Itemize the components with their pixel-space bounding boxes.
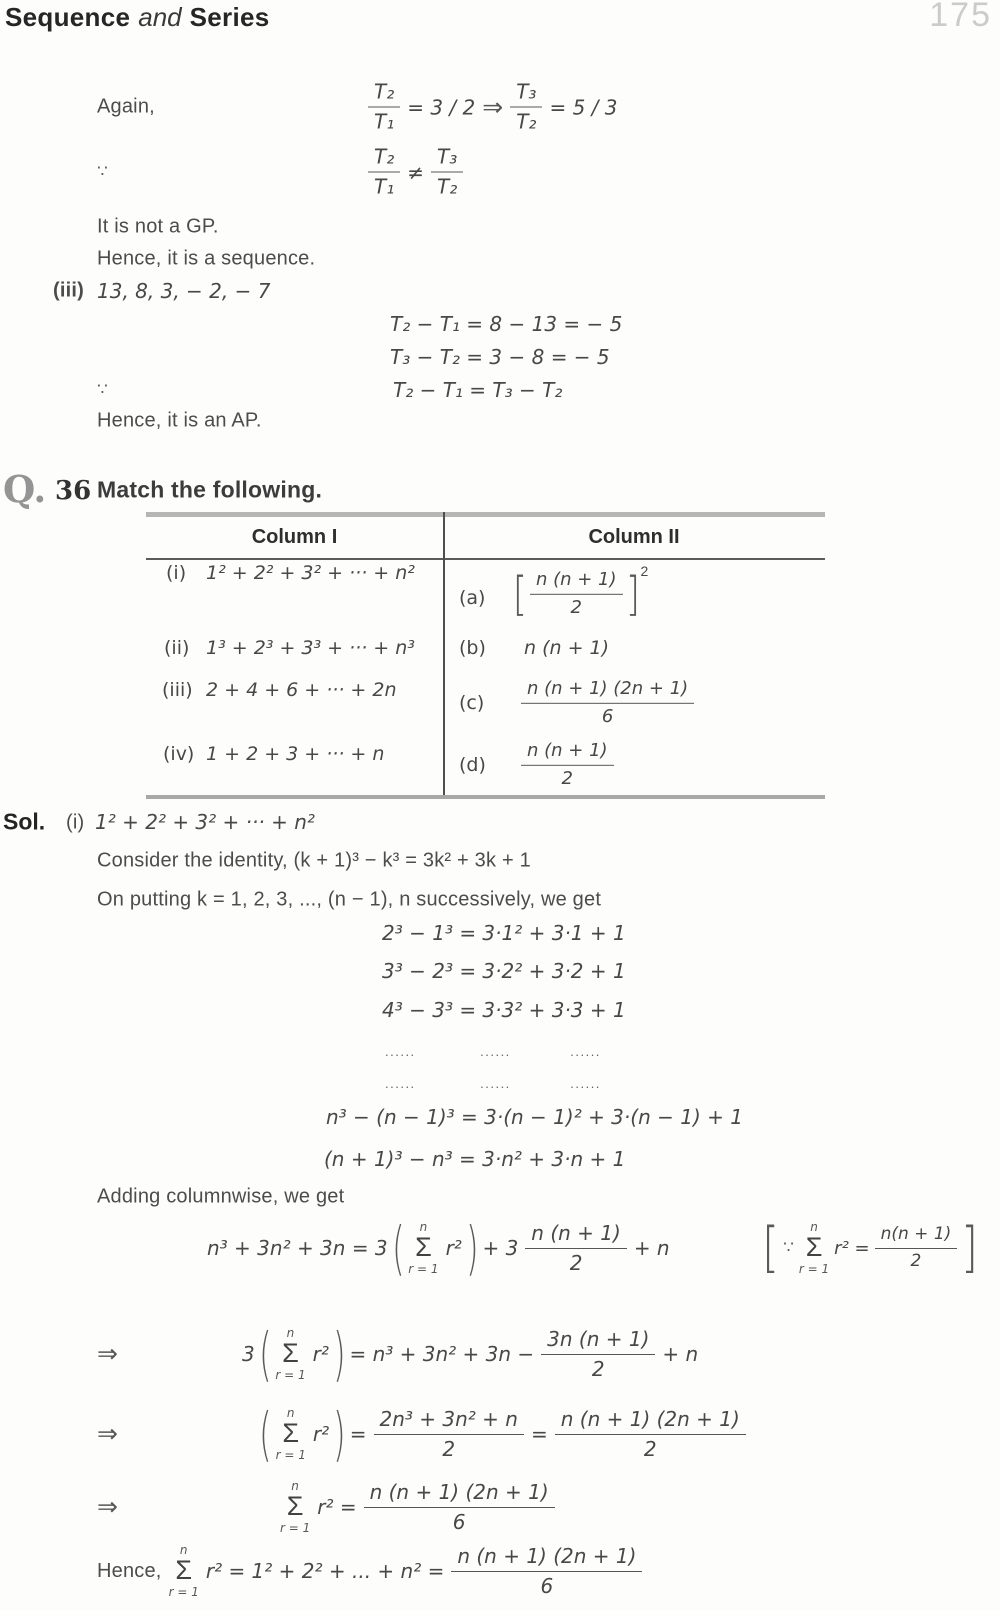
chapter-title — [5, 2, 270, 33]
solution-part-series: 1² + 2² + 3² + ··· + n² — [95, 810, 315, 834]
fraction-denominator: 2 — [643, 1436, 657, 1461]
summation — [169, 1544, 199, 1598]
question-mark-label: Q. — [3, 467, 47, 511]
fraction-numerator: n (n + 1) (2n + 1) — [521, 679, 694, 704]
ellipsis-dots: ...... — [385, 1076, 416, 1091]
summation-upper-limit: n — [179, 1543, 188, 1557]
expansion-eq-2: 3³ − 2³ = 3·2² + 3·2 + 1 — [382, 959, 626, 983]
summation-lower-limit: r = 1 — [408, 1262, 439, 1276]
implies-arrow: ⇒ — [97, 1493, 118, 1521]
summation-upper-limit: n — [291, 1479, 299, 1493]
because-symbol: ∵ — [783, 1238, 794, 1257]
fraction — [368, 81, 400, 134]
fraction — [541, 1328, 655, 1381]
column-2-header: Column II — [588, 526, 680, 548]
summation — [275, 1327, 305, 1381]
fraction-denominator: 2 — [561, 767, 573, 789]
again-label-text: Again, — [97, 95, 155, 118]
summation — [276, 1407, 306, 1461]
sigma-symbol: Σ — [282, 1338, 299, 1368]
conclusion-line — [97, 1544, 642, 1598]
question-text: Match the following. — [97, 476, 323, 503]
fraction-denominator: 6 — [540, 1573, 554, 1598]
fraction-denominator: 2 — [591, 1356, 605, 1381]
ellipsis-dots: ...... — [385, 1044, 416, 1059]
hence-sequence-line: Hence, it is a sequence. — [97, 247, 316, 270]
item-iii-sequence: 13, 8, 3, − 2, − 7 — [97, 279, 271, 303]
summation — [799, 1221, 829, 1275]
fraction — [364, 1481, 555, 1534]
series-expression: 1³ + 2³ + 3³ + ··· + n³ — [206, 637, 415, 659]
hence-label: Hence, — [97, 1559, 162, 1582]
summand: r² — [312, 1422, 330, 1446]
fraction-numerator: n (n + 1) (2n + 1) — [555, 1408, 746, 1435]
solution-part-label: (i) — [66, 811, 85, 834]
table-top-border — [146, 512, 825, 517]
page-number: 175 — [929, 0, 992, 34]
fraction — [451, 1545, 642, 1598]
option-formula: n (n + 1) — [524, 637, 610, 659]
option-formula — [521, 741, 614, 789]
sigma-symbol: Σ — [282, 1418, 300, 1448]
not-gp-line: It is not a GP. — [97, 215, 219, 238]
fraction — [525, 1222, 627, 1275]
fraction-numerator: n (n + 1) (2n + 1) — [364, 1481, 555, 1508]
gp-ratio-equation — [368, 81, 617, 134]
solution-label: Sol. — [3, 808, 46, 835]
item-iii-label: (iii) — [53, 279, 84, 302]
fraction-numerator: T₂ — [368, 146, 400, 173]
ellipsis-row — [385, 1075, 601, 1093]
fraction — [555, 1408, 746, 1461]
table-column-divider — [443, 512, 445, 799]
option-formula: [ $\frac{n (n + 1)}{2}$ ] 2 — [512, 563, 649, 621]
fraction-numerator: 3n (n + 1) — [541, 1328, 655, 1355]
derivation-step-1: ⇒ 3 ( n Σ r = 1 r² ) = n³ + 3n² + 3n − $\frac{3n (n + 1)}{2}$ + n — [97, 1320, 699, 1388]
option-label: (b) — [459, 637, 486, 659]
chapter-title-word: Series — [189, 2, 270, 32]
summation-upper-limit: n — [419, 1220, 428, 1234]
ellipsis-dots: ...... — [570, 1044, 601, 1059]
equation-text: + n — [633, 1236, 670, 1260]
option-label: (a) — [459, 587, 486, 609]
summand: r² — [445, 1236, 462, 1260]
fraction-denominator: T₁ — [374, 174, 395, 199]
fraction-numerator: n (n + 1) — [530, 570, 623, 595]
equals-sign: = — [349, 1422, 367, 1446]
adding-line: Adding columnwise, we get — [97, 1185, 345, 1208]
fraction — [431, 146, 463, 199]
sigma-symbol: Σ — [415, 1232, 432, 1262]
coefficient: 3 — [241, 1342, 255, 1366]
fraction — [530, 570, 623, 618]
columnwise-sum-equation: n³ + 3n² + 3n = 3 ( n Σ r = 1 r² ) + 3 $\frac{n (n + 1)}{2}$ + n — [207, 1214, 670, 1282]
expansion-eq-1: 2³ − 1³ = 3·1² + 3·1 + 1 — [382, 921, 626, 945]
fraction-denominator: T₁ — [374, 109, 395, 134]
fraction-numerator: n (n + 1) — [521, 741, 614, 766]
table-bottom-border — [146, 795, 825, 799]
summation-lower-limit: r = 1 — [798, 1262, 830, 1276]
fraction-numerator: n (n + 1) — [525, 1222, 627, 1249]
fraction-numerator: T₂ — [368, 81, 400, 108]
summation-lower-limit: r = 1 — [275, 1368, 306, 1382]
fraction — [875, 1225, 958, 1271]
fraction-numerator: n(n + 1) — [875, 1225, 958, 1249]
expansion-eq-n2: (n + 1)³ − n³ = 3·n² + 3·n + 1 — [324, 1147, 626, 1171]
exponent: 2 — [640, 563, 649, 579]
chapter-title-word: Sequence — [5, 2, 131, 32]
sigma-symbol: Σ — [805, 1232, 823, 1262]
because-symbol: ∵ — [97, 162, 108, 181]
option-label: (c) — [459, 692, 485, 714]
equation-text: + n — [662, 1342, 699, 1366]
row-label: (ii) — [164, 637, 190, 659]
column-1-header: Column I — [251, 526, 338, 548]
summation-upper-limit: n — [286, 1406, 295, 1420]
conclusion-series: r² = 1² + 2² + ... + n² = — [205, 1559, 445, 1583]
fraction-numerator: T₃ — [510, 81, 542, 108]
fraction-denominator: 6 — [601, 705, 614, 727]
row-label: (i) — [166, 562, 187, 584]
fraction-denominator: 2 — [442, 1436, 456, 1461]
fraction-numerator: T₃ — [431, 146, 463, 173]
chapter-title-word: and — [138, 2, 182, 32]
ap-diff-eq2: T₃ − T₂ = 3 − 8 = − 5 — [390, 345, 610, 369]
option-formula — [521, 679, 694, 727]
summation-lower-limit: r = 1 — [275, 1448, 306, 1462]
sum-identity-note: [ ∵ n Σ r = 1 r² = $\frac{n(n + 1)}{2}$ ] — [762, 1216, 979, 1279]
option-label: (d) — [459, 754, 486, 776]
identity-line: Consider the identity, (k + 1)³ − k³ = 3k² + 3k + 1 — [97, 849, 531, 872]
derivation-step-3 — [97, 1480, 555, 1534]
row-label: (iv) — [163, 743, 195, 765]
summation-upper-limit: n — [810, 1220, 818, 1234]
table-header-underline — [146, 558, 825, 560]
summation — [280, 1480, 310, 1534]
question-number: 36 — [55, 476, 92, 506]
row-label: (iii) — [162, 679, 193, 701]
implies-arrow: ⇒ — [482, 93, 504, 121]
fraction-denominator: 2 — [569, 1250, 583, 1275]
summation-upper-limit: n — [286, 1326, 295, 1340]
expansion-eq-n1: n³ − (n − 1)³ = 3·(n − 1)² + 3·(n − 1) + 1 — [326, 1105, 743, 1129]
fraction-denominator: T₂ — [437, 174, 458, 199]
match-table — [146, 512, 825, 799]
ellipsis-row — [385, 1043, 601, 1061]
series-expression: 1 + 2 + 3 + ··· + n — [206, 743, 385, 765]
equation-text: + 3 — [482, 1236, 519, 1260]
fraction-denominator: 2 — [910, 1250, 922, 1271]
ap-diff-eq1: T₂ − T₁ = 8 − 13 = − 5 — [390, 312, 623, 336]
series-expression: 2 + 4 + 6 + ··· + 2n — [206, 679, 397, 701]
summand: r² — [312, 1342, 329, 1366]
summation-lower-limit: r = 1 — [279, 1521, 311, 1535]
not-equal-sign: ≠ — [407, 160, 424, 184]
gp-inequality-equation — [368, 146, 463, 199]
putting-line: On putting k = 1, 2, 3, ..., (n − 1), n successively, we get — [97, 888, 602, 911]
derivation-step-2: ⇒ ( n Σ r = 1 r² ) = $\frac{\text{2n³ + 3n² + n}}{2}$ = $\frac{n (n + 1) (2n + 1)}{2}$ — [97, 1407, 746, 1461]
because-symbol: ∵ — [97, 380, 108, 399]
fraction — [374, 1408, 524, 1461]
summation — [408, 1221, 438, 1275]
implies-arrow: ⇒ — [97, 1420, 118, 1448]
ap-diff-eq3: T₂ − T₁ = T₃ − T₂ — [393, 378, 563, 402]
ellipsis-dots: ...... — [570, 1076, 601, 1091]
ellipsis-dots: ...... — [480, 1076, 511, 1091]
ellipsis-dots: ...... — [480, 1044, 511, 1059]
equation-text: = n³ + 3n² + 3n − — [349, 1342, 535, 1366]
summand-equals: r² = — [834, 1237, 870, 1259]
equation-lhs: n³ + 3n² + 3n = 3 — [207, 1236, 388, 1260]
equals-sign: = — [530, 1422, 548, 1446]
fraction — [510, 81, 542, 134]
hence-ap-line: Hence, it is an AP. — [97, 409, 262, 432]
sigma-symbol: Σ — [175, 1555, 193, 1585]
implies-arrow: ⇒ — [97, 1340, 118, 1368]
series-expression: 1² + 2² + 3² + ··· + n² — [206, 562, 415, 584]
equation-text: = 5 / 3 — [549, 95, 618, 119]
fraction-denominator: 2 — [570, 596, 582, 618]
equation-text: = 3 / 2 — [407, 95, 476, 119]
summation-lower-limit: r = 1 — [168, 1585, 199, 1599]
fraction-denominator: 6 — [452, 1509, 466, 1534]
fraction — [368, 146, 400, 199]
fraction-numerator: n (n + 1) (2n + 1) — [451, 1545, 642, 1572]
summand-equals: r² = — [317, 1495, 357, 1519]
sigma-symbol: Σ — [286, 1491, 304, 1521]
fraction-numerator: 2n³ + 3n² + n — [374, 1408, 524, 1435]
fraction-denominator: T₂ — [516, 109, 537, 134]
expansion-eq-3: 4³ − 3³ = 3·3² + 3·3 + 1 — [382, 998, 626, 1022]
